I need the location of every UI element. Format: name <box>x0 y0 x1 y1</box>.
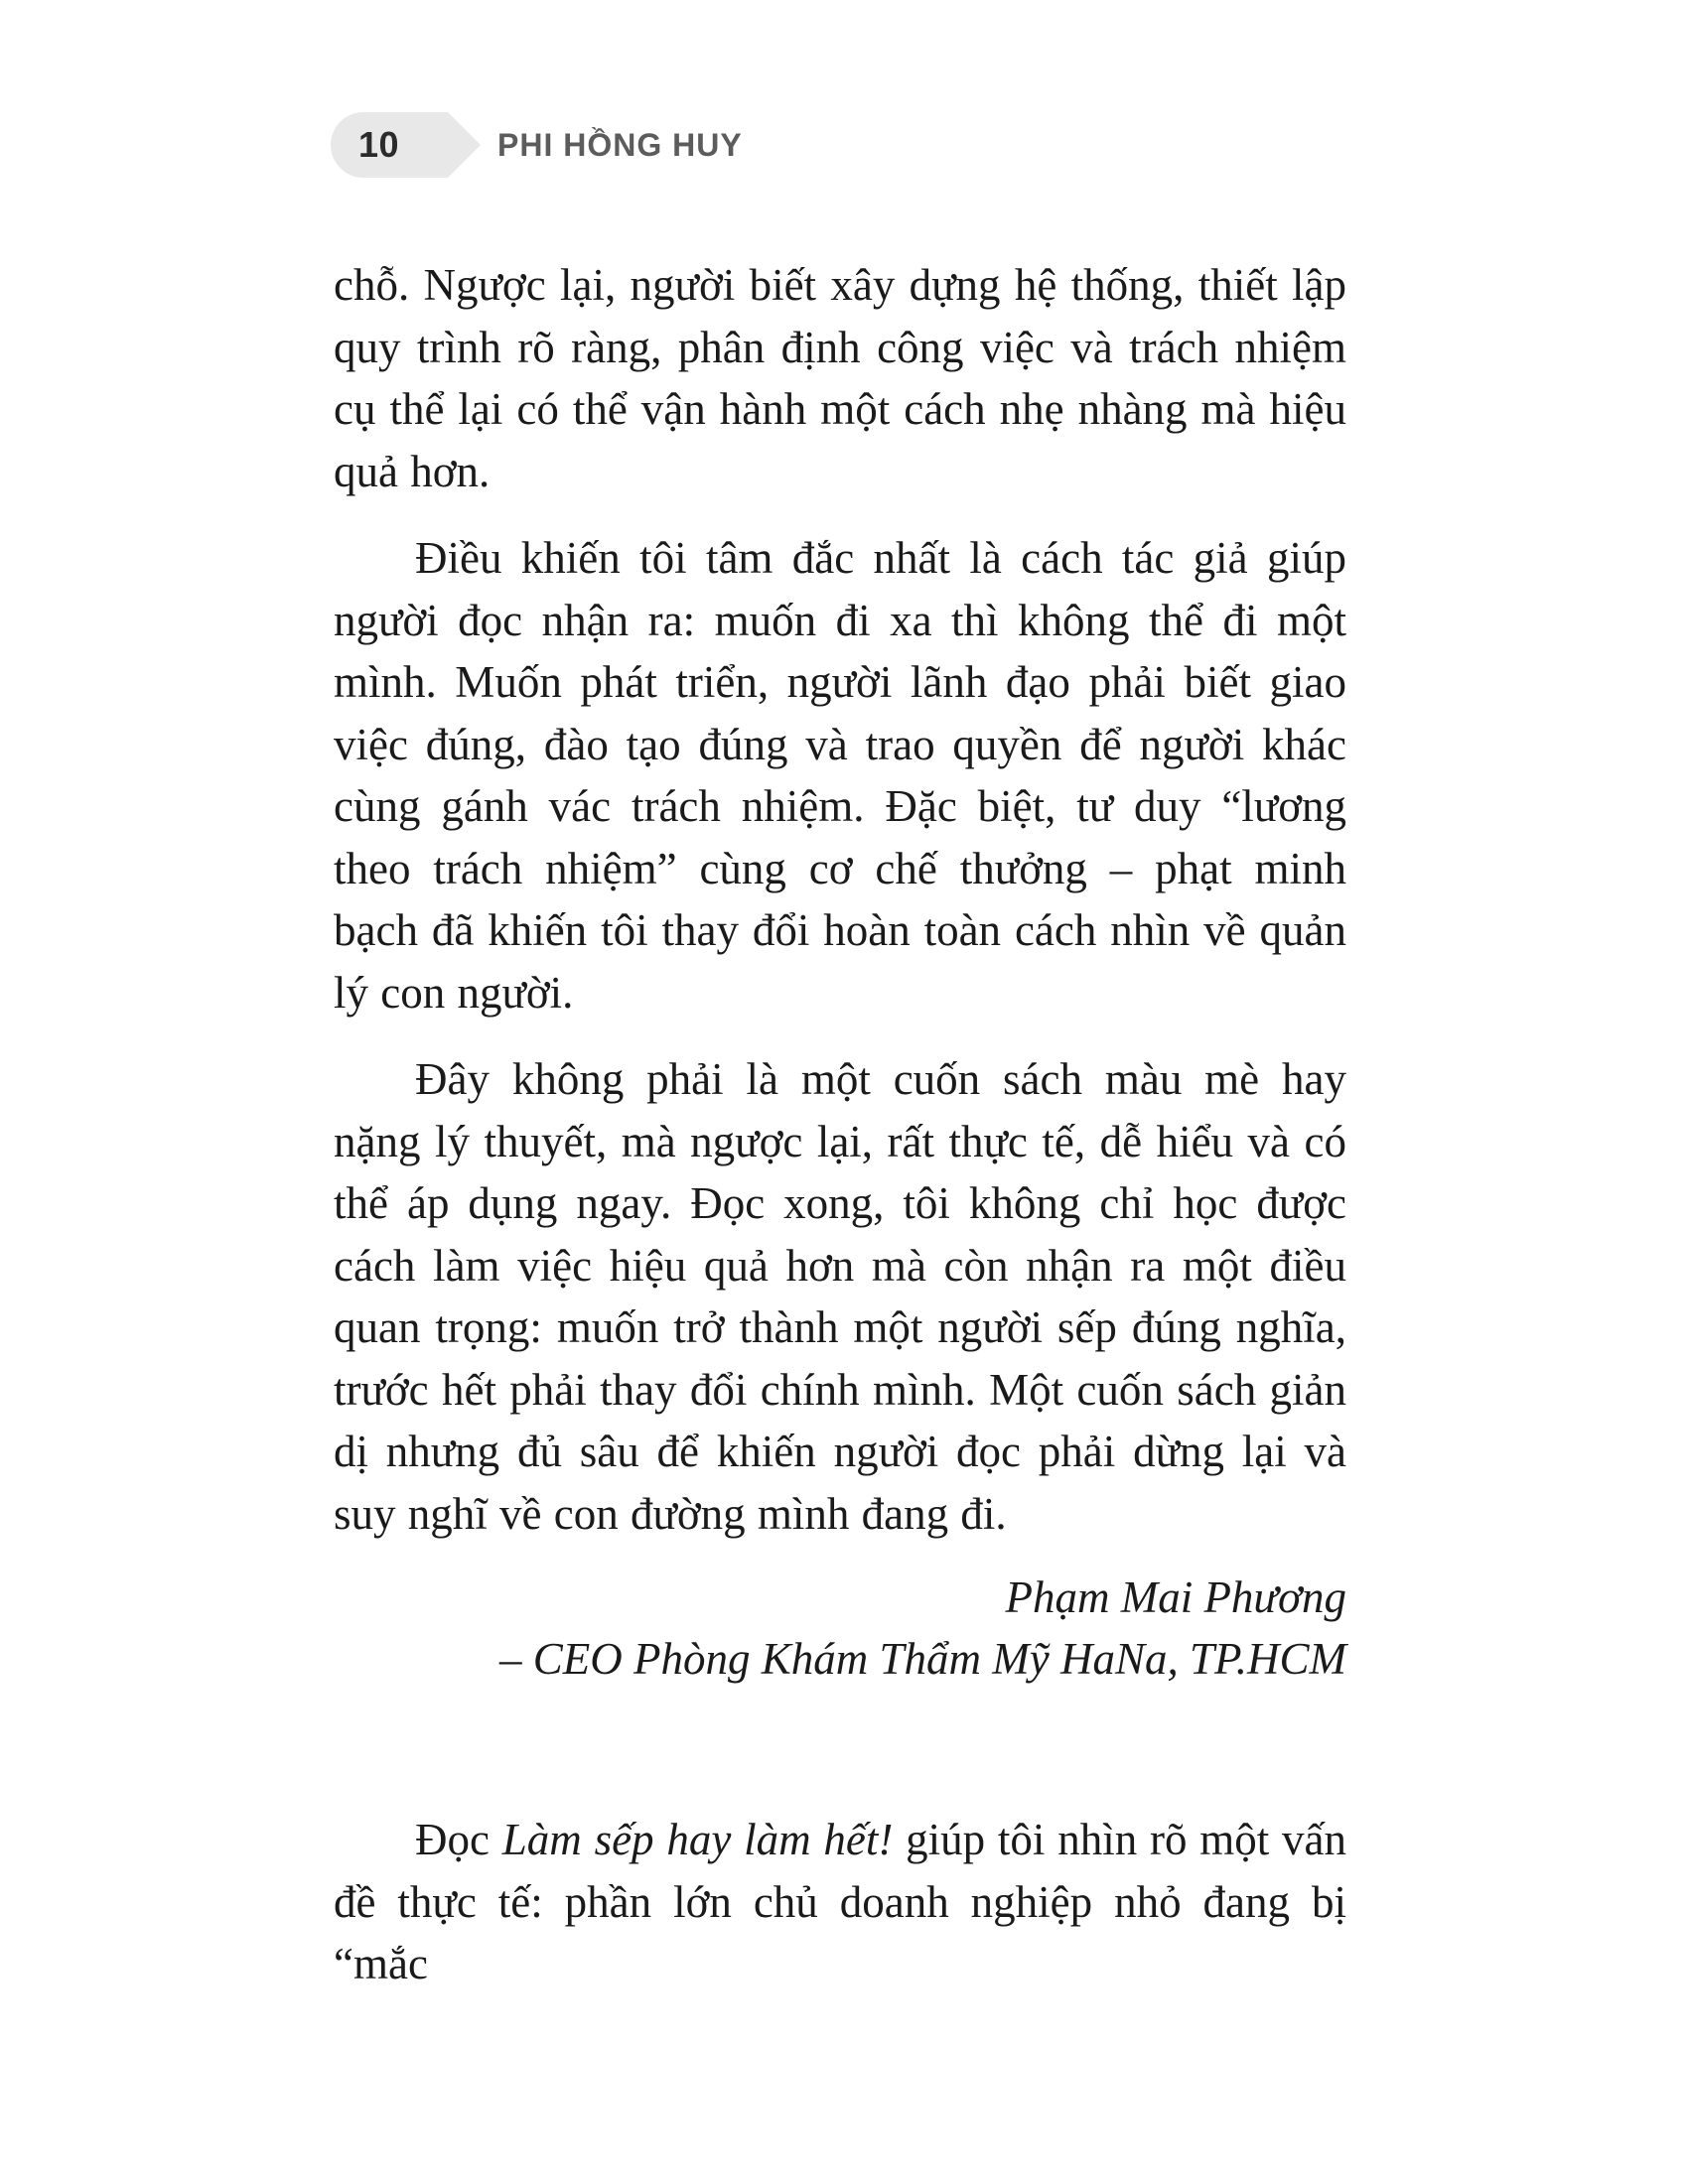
p4-start: Đọc <box>415 1815 502 1864</box>
running-header <box>331 112 743 178</box>
testimonial-signature <box>334 1567 1346 1690</box>
running-title: PHI HỒNG HUY <box>497 126 743 163</box>
paragraph-praise-summary: Đây không phải là một cuốn sách màu mè hay nặng lý thuyết, mà ngược lại, rất thực tế, dễ hiểu và có thể áp dụng ngay. Đọc xong, tôi không chỉ học được cách làm việc hiệu quả hơn mà còn nhận ra một điều quan trọng: muốn trở thành một người sếp đúng nghĩa, trước hết phải thay đổi chính mình. Một cuốn sách giản dị nhưng đủ sâu để khiến người đọc phải dừng lại và suy nghĩ về con đường mình đang đi. <box>334 1054 1346 1539</box>
paragraph-continuation: chỗ. Ngược lại, người biết xây dựng hệ thống, thiết lập quy trình rõ ràng, phân định công việc và trách nhiệm cụ thể lại có thể vận hành một cách nhẹ nhàng mà hiệu quả hơn. <box>334 260 1346 496</box>
paragraph-next-testimonial <box>334 1809 1346 1995</box>
p4-rest: giúp tôi nhìn rõ một vấn đề thực tế: phần lớn chủ doanh nghiệp nhỏ đang bị “mắc <box>334 1815 1346 1988</box>
page-number: 10 <box>358 124 400 165</box>
paragraph-praise-main: Điều khiến tôi tâm đắc nhất là cách tác giả giúp người đọc nhận ra: muốn đi xa thì không thể đi một mình. Muốn phát triển, người lãnh đạo phải biết giao việc đúng, đào tạo đúng và trao quyền để người khác cùng gánh vác trách nhiệm. Đặc biệt, tư duy “lương theo trách nhiệm” cùng cơ chế thưởng – phạt minh bạch đã khiến tôi thay đổi hoàn toàn cách nhìn về quản lý con người. <box>334 533 1346 1018</box>
signature-title: – CEO Phòng Khám Thẩm Mỹ HaNa, TP.HCM <box>499 1634 1346 1684</box>
page-number-badge <box>331 112 448 178</box>
book-title: Làm sếp hay làm hết! <box>501 1815 894 1864</box>
signature-name: Phạm Mai Phương <box>1005 1572 1346 1622</box>
text-column <box>334 254 1346 1995</box>
